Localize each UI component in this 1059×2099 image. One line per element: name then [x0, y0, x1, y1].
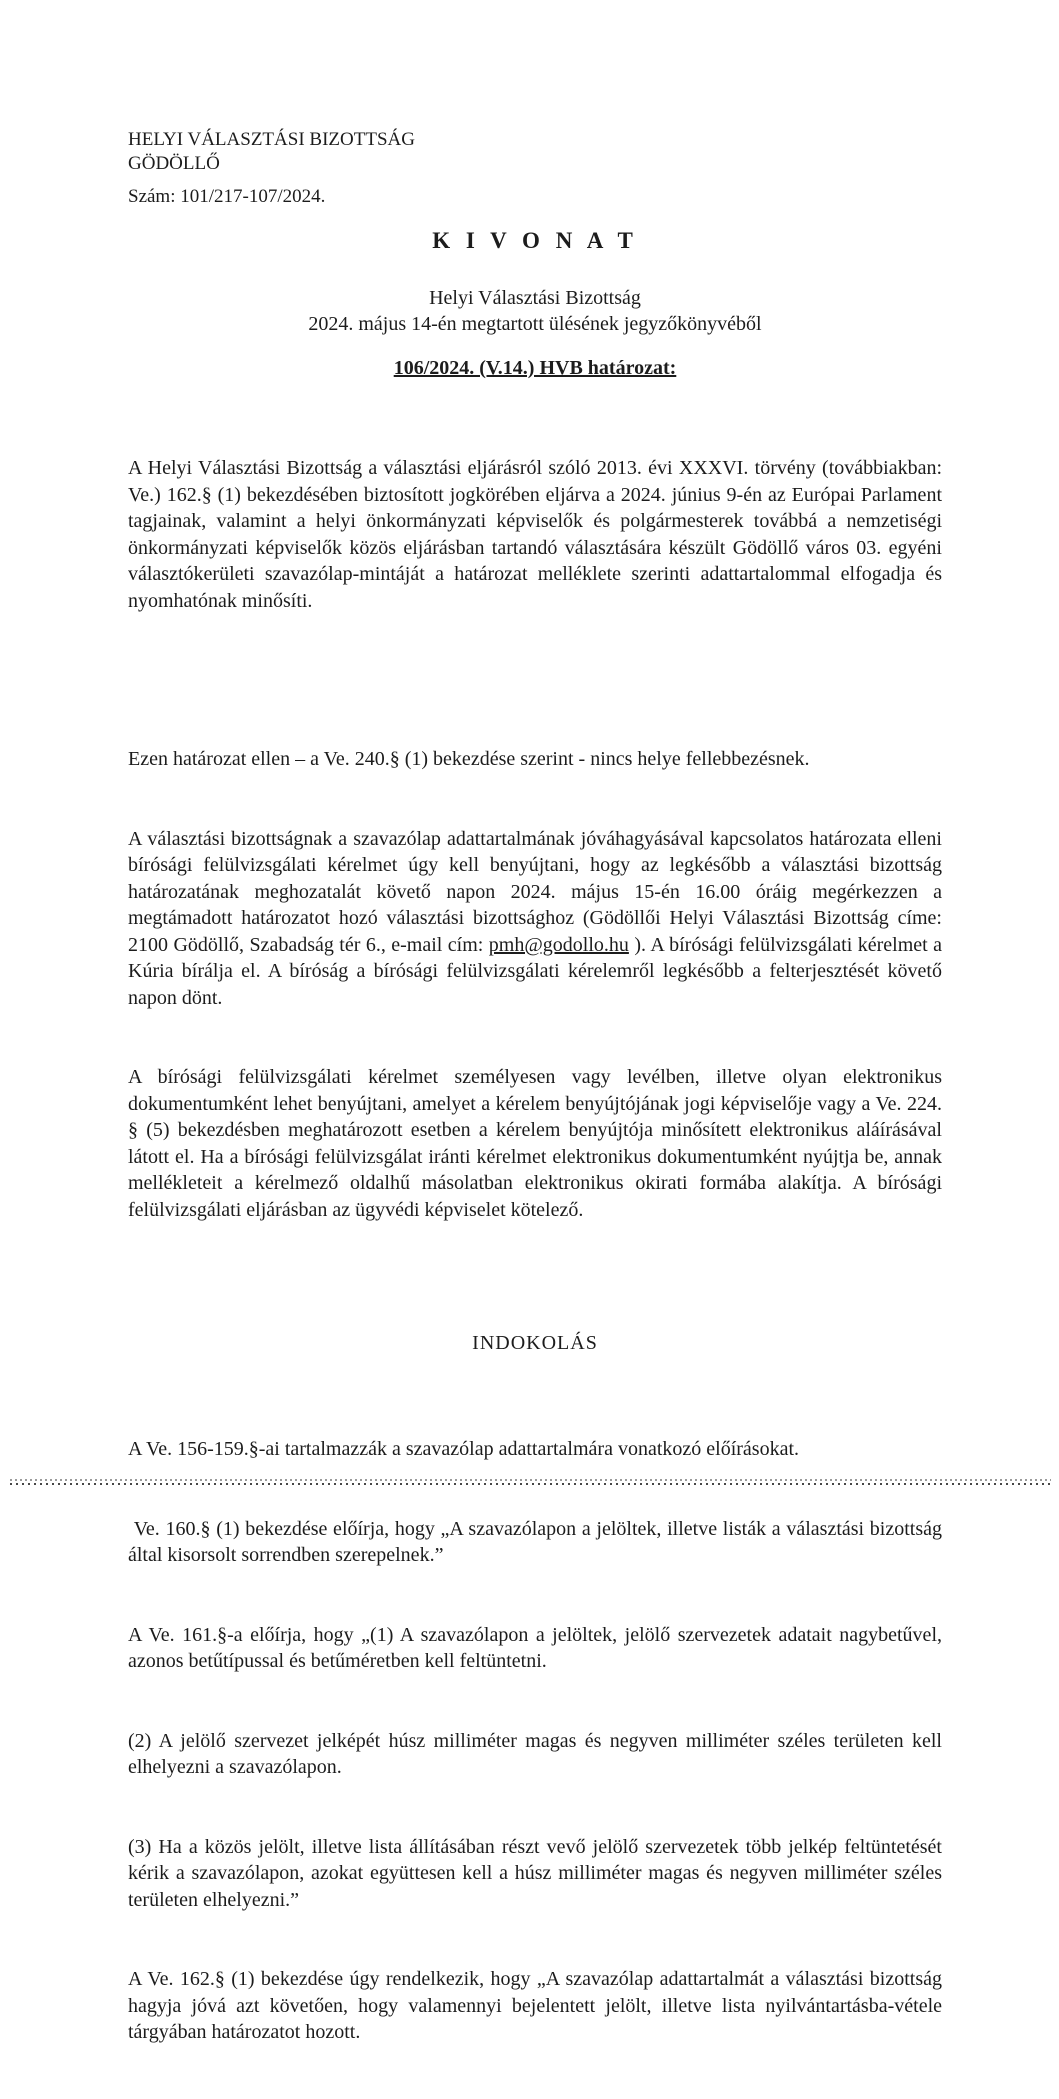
justification-paragraph-4: (2) A jelölő szervezet jelképét húsz milliméter magas és negyven milliméter széles területen kell elhelyezni a szavazólapon.	[128, 1729, 947, 1778]
decision-heading: 106/2024. (V.14.) HVB határozat:	[393, 357, 677, 379]
decision-paragraph: A Helyi Választási Bizottság a választási eljárásról szóló 2013. évi XXXVI. törvény (továbbiakban: Ve.) 162.§ (1) bekezdésében biztosított jogkörében eljárva a 2024. június 9-én az Európai Parlament tagjainak, valamint a helyi önkormányzati képviselők és polgármesterek továbbá a nemzetiségi önkormányzati képviselők közös eljárásban tartandó választására készült Gödöllő város 03. egyéni választókerületi szavazólap-mintáját a határozat melléklete szerinti adattartalommal elfogadja és nyomhatónak minősíti.	[128, 457, 947, 612]
appeal-details-paragraph	[128, 826, 947, 1012]
appeal-details-text-before: A választási bizottságnak a szavazólap adattartalmának jóváhagyásával kapcsolatos határozata elleni bírósági felülvizsgálati kérelmet úgy kell benyújtani, hogy az legkésőbb a választási bizottság határozatának meghozatalát követő napon 2024. május 15-én 16.00 óráig megérkezzen a megtámadott határozatot hozó választási bizottsághoz (Gödöllői Helyi Választási Bizottság címe: 2100 Gödöllő, Szabadság tér 6., e-mail cím:	[128, 827, 947, 956]
letterhead	[128, 128, 942, 209]
justification-heading: INDOKOLÁS	[472, 1332, 598, 1354]
dotted-line-row-lower	[10, 1483, 1051, 1485]
justification-paragraph-5: (3) Ha a közös jelölt, illetve lista állításában részt vevő jelölő szervezetek több jelkép feltüntetését kérik a szavazólapon, azokat együttesen kell a húsz milliméter magas és negyven milliméter széles területen elhelyezni.”	[128, 1835, 947, 1911]
issuer-city: GÖDÖLLŐ	[128, 153, 220, 174]
appeal-info-block	[128, 693, 947, 1276]
submission-rules-paragraph: A bírósági felülvizsgálati kérelmet személyesen vagy levélben, illetve olyan elektronikus dokumentumként lehet benyújtani, amelyet a kérelem benyújtójának jogi képviselője vagy a Ve. 224. § (5) bekezdésben meghatározott esetben a kérelem benyújtója minősített elektronikus aláírásával látott el. Ha a bírósági felülvizsgálat iránti kérelmet elektronikus dokumentumként nyújtja be, annak mellékleteit a kérelmező oldalhű másolatban elektronikus okirati formába alakítja. A bírósági felülvizsgálati eljárásban az ügyvédi képviselet kötelező.	[128, 1066, 947, 1221]
reference-number: Szám: 101/217-107/2024.	[128, 186, 326, 207]
appeal-details-text-after: ). A bírósági felülvizsgálati kérelmet a Kúria bírálja el. A bíróság a bírósági felülvizsgálati kérelemről legkésőbb a felterjesztését követő napon dönt.	[128, 933, 947, 1009]
document-title: K I V O N A T	[432, 228, 638, 253]
email-link[interactable]: pmh@godollo.hu	[488, 933, 629, 956]
dotted-line-row-upper	[10, 1479, 1051, 1481]
subtitle-line1: Helyi Választási Bizottság	[429, 287, 641, 309]
justification-paragraph-6: A Ve. 162.§ (1) bekezdése úgy rendelkezik, hogy „A szavazólap adattartalmát a választási bizottság hagyja jóvá azt követően, hogy valamennyi bejelentett jelölt, illetve lista nyilvántartásba-vétele tárgyában határozatot hozott.	[128, 1968, 947, 2043]
document-content	[128, 128, 947, 2099]
justification-paragraph-2: Ve. 160.§ (1) bekezdése előírja, hogy „A szavazólapon a jelöltek, illetve listák a választási bizottság által kisorsolt sorrendben szerepelnek.”	[128, 1517, 947, 1566]
appeal-notice-paragraph: Ezen határozat ellen – a Ve. 240.§ (1) bekezdése szerint - nincs helye fellebbezésnek.	[128, 748, 810, 770]
justification-paragraph-3: A Ve. 161.§-a előírja, hogy „(1) A szavazólapon a jelöltek, jelölő szervezetek adatait nagybetűvel, azonos betűtípussal és betűméretben kell feltüntetni.	[128, 1623, 947, 1672]
subtitle-line2: 2024. május 14-én megtartott ülésének jegyzőkönyvéből	[308, 313, 762, 335]
decision-text-block	[128, 402, 947, 667]
justification-paragraph-1: A Ve. 156-159.§-ai tartalmazzák a szavazólap adattartalmára vonatkozó előírásokat.	[128, 1438, 800, 1460]
issuer-org: HELYI VÁLASZTÁSI BIZOTTSÁG	[128, 129, 415, 150]
justification-block	[128, 1383, 947, 2099]
document-subtitle	[128, 285, 942, 337]
page-bottom-dotted-line	[10, 1479, 1051, 1485]
